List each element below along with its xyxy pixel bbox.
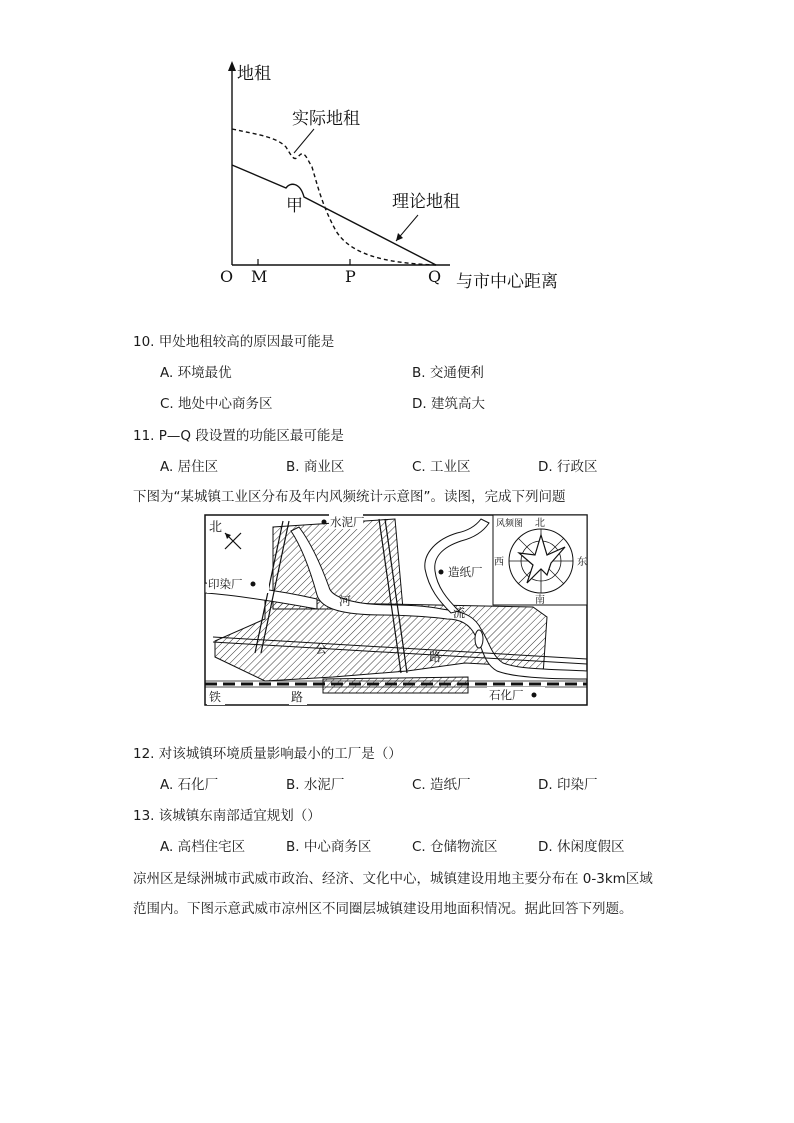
cement-factory-dot: [322, 520, 327, 525]
paper-factory-dot: [439, 570, 444, 575]
petrochem-factory-label: 石化厂: [489, 688, 524, 702]
q10-option-c[interactable]: C. 地处中心商务区: [160, 396, 273, 412]
cement-factory-label: 水泥厂: [330, 515, 365, 529]
paper-factory-label: 造纸厂: [448, 565, 483, 579]
wind-rose-inset: [493, 515, 587, 606]
river-label-1: 河: [339, 594, 352, 608]
q12-option-c[interactable]: C. 造纸厂: [412, 777, 471, 793]
q11-stem: 11. P—Q 段设置的功能区最可能是: [133, 428, 344, 444]
q12-stem: 12. 对该城镇环境质量影响最小的工厂是（）: [133, 746, 402, 762]
x-axis-label: 与市中心距离: [456, 272, 558, 292]
origin-label: O: [220, 267, 234, 286]
intro-paragraph-2: 下图为“某城镇工业区分布及年内风频统计示意图”。读图，完成下列问题: [133, 489, 566, 505]
river-label-2: 流: [453, 606, 466, 620]
rail-label-2: 路: [291, 690, 304, 704]
wind-rose-title: 风频图: [496, 519, 524, 529]
q10-option-d[interactable]: D. 建筑高大: [412, 396, 485, 412]
q13-option-a[interactable]: A. 高档住宅区: [160, 839, 246, 855]
dye-factory-label: 印染厂: [208, 577, 243, 591]
wind-rose-north: 北: [535, 518, 545, 529]
q12-option-d[interactable]: D. 印染厂: [538, 777, 598, 793]
actual-rent-pointer: [294, 129, 314, 153]
q13-option-d[interactable]: D. 休闲度假区: [538, 839, 625, 855]
intro-paragraph-3-line-1: 凉州区是绿洲城市武威市政治、经济、文化中心，城镇建设用地主要分布在 0-3km区域: [133, 871, 653, 887]
q11-option-a[interactable]: A. 居住区: [160, 459, 219, 475]
theory-rent-curve: [232, 165, 436, 265]
road-label-2: 路: [429, 650, 442, 664]
wind-rose-south: 南: [535, 595, 545, 606]
q10-stem: 10. 甲处地租较高的原因最可能是: [133, 334, 335, 350]
q10-option-a[interactable]: A. 环境最优: [160, 365, 232, 381]
rent-distance-graph: [210, 55, 590, 295]
q11-option-c[interactable]: C. 工业区: [412, 459, 471, 475]
intro-paragraph-3-line-2: 范围内。下图示意武威市凉州区不同圈层城镇建设用地面积情况。据此回答下列题。: [133, 901, 633, 917]
q11-option-d[interactable]: D. 行政区: [538, 459, 598, 475]
river-island: [475, 630, 483, 648]
q12-option-a[interactable]: A. 石化厂: [160, 777, 219, 793]
petrochem-factory-dot: [532, 693, 537, 698]
y-axis-arrow: [228, 61, 236, 71]
q13-stem: 13. 该城镇东南部适宜规划（）: [133, 808, 321, 824]
dye-factory-dot: [251, 582, 256, 587]
q11-option-b[interactable]: B. 商业区: [286, 459, 345, 475]
wind-rose-east: 东: [577, 557, 587, 568]
theory-rent-label: 理论地租: [392, 192, 460, 212]
q13-option-c[interactable]: C. 仓储物流区: [412, 839, 498, 855]
m-tick-label: M: [251, 267, 268, 286]
y-axis-label: 地租: [237, 64, 271, 84]
jia-label: 甲: [286, 196, 303, 216]
road-label-1: 公: [315, 642, 328, 656]
q-tick-label: Q: [428, 267, 442, 286]
north-label: 北: [209, 520, 223, 535]
q12-option-b[interactable]: B. 水泥厂: [286, 777, 345, 793]
industrial-map: [203, 513, 589, 707]
actual-rent-label: 实际地租: [292, 109, 360, 129]
q10-option-b[interactable]: B. 交通便利: [412, 365, 484, 381]
rail-label-1: 铁: [209, 690, 222, 704]
p-tick-label: P: [345, 267, 356, 286]
q13-option-b[interactable]: B. 中心商务区: [286, 839, 372, 855]
wind-rose-west: 西: [494, 557, 504, 568]
